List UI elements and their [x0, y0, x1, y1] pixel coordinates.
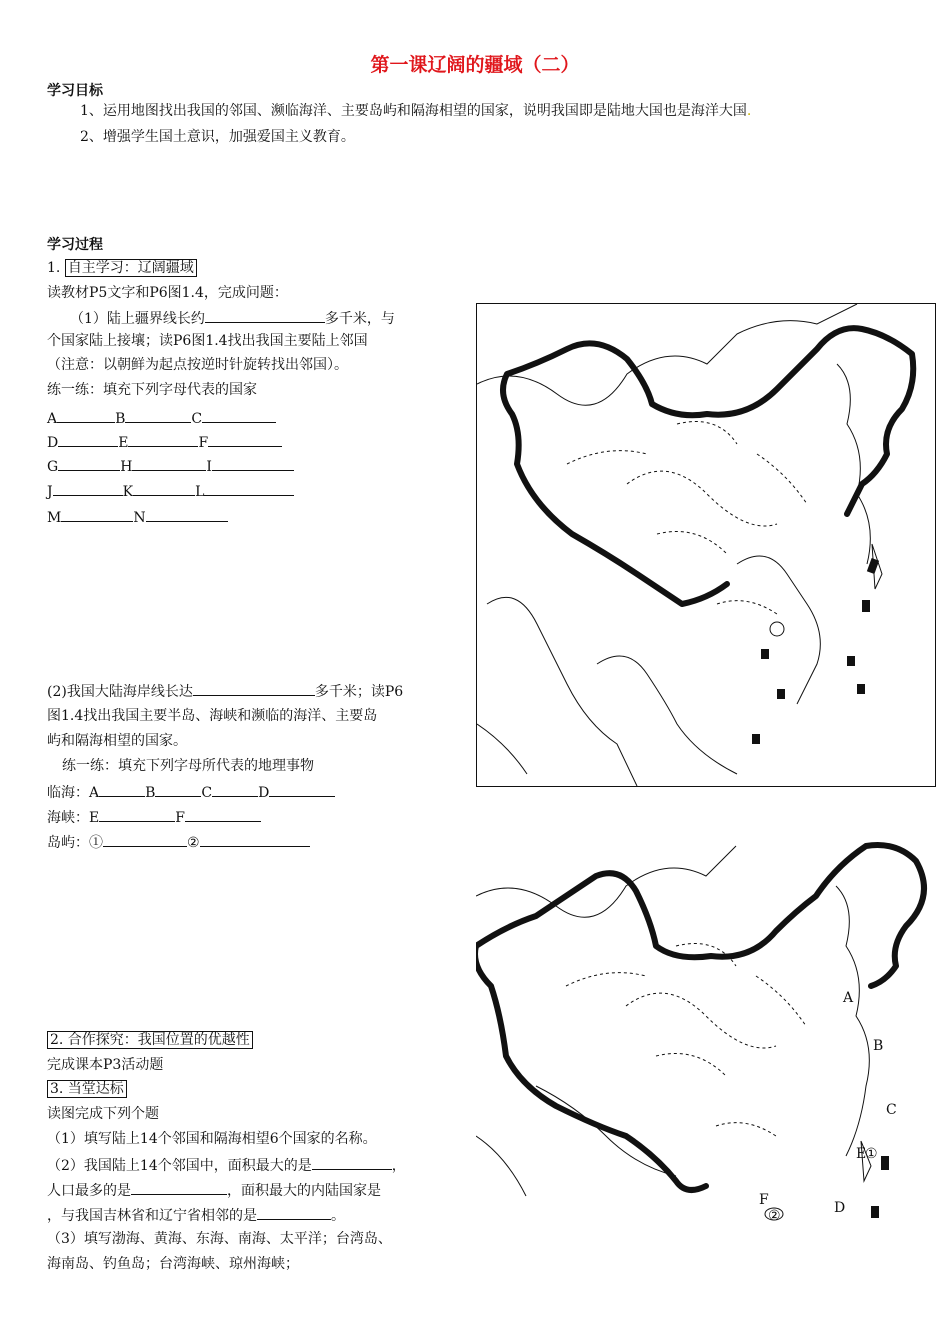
map-label-c: C [886, 1102, 897, 1118]
answer-blank[interactable] [212, 456, 294, 471]
q2-line2: 图1.4找出我国主要半岛、海峡和濒临的海洋、主要岛 [47, 708, 378, 724]
answer-blank[interactable] [204, 481, 294, 496]
q1-line2: 个国家陆上接壤；读P6图1.4找出我国主要陆上邻国 [47, 333, 368, 349]
china-neighbors-map [476, 303, 936, 787]
answer-blank[interactable] [257, 1205, 331, 1220]
map-label-island-2: ② [768, 1208, 781, 1224]
section-1-title: 1. 自主学习：辽阔疆域 [47, 259, 197, 277]
answer-blank[interactable] [212, 782, 258, 797]
answer-blank[interactable] [99, 782, 145, 797]
section-1-box: 自主学习：辽阔疆域 [65, 259, 197, 277]
fill-seas: 临海：A B C D [47, 782, 335, 802]
practice-1: 练一练：填充下列字母代表的国家 [47, 382, 257, 398]
map-label-f: F [759, 1192, 769, 1208]
process-heading: 学习过程 [47, 237, 103, 253]
decor-dot: . [746, 103, 752, 119]
answer-blank[interactable] [193, 681, 315, 696]
answer-blank[interactable] [99, 807, 175, 822]
map-label-a: A [843, 990, 854, 1006]
q2-line3: 屿和隔海相望的国家。 [47, 733, 187, 749]
section-3-intro: 读图完成下列个题 [47, 1106, 159, 1122]
fill-row-jkl: J K L [47, 481, 294, 501]
section-1-intro: 读教材P5文字和P6图1.4，完成问题： [47, 285, 288, 301]
s3-q1: （1）填写陆上14个邻国和隔海相望6个国家的名称。 [47, 1131, 377, 1147]
section-3-title: 3. 当堂达标 [47, 1080, 127, 1098]
s3-q2-line2: 人口最多的是 ，面积最大的内陆国家是 [47, 1180, 381, 1200]
answer-blank[interactable] [312, 1155, 392, 1170]
map-label-b: B [873, 1038, 884, 1054]
answer-blank[interactable] [202, 408, 276, 423]
answer-blank[interactable] [61, 507, 133, 522]
s3-q3-line1: （3）填写渤海、黄海、东海、南海、太平洋；台湾岛、 [47, 1231, 392, 1247]
china-seas-map [476, 836, 936, 1236]
map-label-e: E [856, 1146, 867, 1162]
s3-q2-line1: （2）我国陆上14个邻国中，面积最大的是 ， [47, 1155, 406, 1175]
fill-straits: 海峡：E F [47, 807, 261, 827]
answer-blank[interactable] [205, 308, 325, 323]
answer-blank[interactable] [103, 832, 187, 847]
objectives-heading: 学习目标 [47, 83, 103, 99]
fill-row-mn: M N [47, 507, 228, 527]
answer-blank[interactable] [155, 782, 201, 797]
fill-row-abc: A B C [47, 408, 276, 428]
fill-islands: 岛屿：① ② [47, 832, 310, 852]
answer-blank[interactable] [131, 1180, 227, 1195]
answer-blank[interactable] [128, 432, 198, 447]
s3-q3-line2: 海南岛、钓鱼岛；台湾海峡、琼州海峡； [47, 1256, 299, 1272]
q1-line1: （1）陆上疆界线长约 多千米，与 [70, 308, 395, 328]
s3-q2-line3: ，与我国吉林省和辽宁省相邻的是 。 [47, 1205, 345, 1225]
q2-line1: (2)我国大陆海岸线长达 多千米；读P6 [47, 681, 403, 701]
fill-row-ghi: G H I [47, 456, 294, 476]
q1-line3: （注意：以朝鲜为起点按逆时针旋转找出邻国）。 [47, 357, 348, 373]
answer-blank[interactable] [200, 832, 310, 847]
answer-blank[interactable] [133, 481, 195, 496]
answer-blank[interactable] [185, 807, 261, 822]
answer-blank[interactable] [58, 456, 120, 471]
answer-blank[interactable] [125, 408, 191, 423]
answer-blank[interactable] [53, 481, 123, 496]
map-label-island-1: ① [865, 1146, 878, 1162]
answer-blank[interactable] [146, 507, 228, 522]
section-2-title: 2. 合作探究：我国位置的优越性 [47, 1031, 253, 1049]
answer-blank[interactable] [57, 408, 115, 423]
page-title: 第一课辽阔的疆域（二） [370, 54, 580, 76]
practice-2: 练一练：填充下列字母所代表的地理事物 [62, 758, 314, 774]
answer-blank[interactable] [208, 432, 282, 447]
section-2-body: 完成课本P3活动题 [47, 1057, 164, 1073]
fill-row-def: D E F [47, 432, 282, 452]
answer-blank[interactable] [269, 782, 335, 797]
answer-blank[interactable] [58, 432, 118, 447]
map-label-d: D [834, 1200, 846, 1216]
objective-2: 2、增强学生国土意识，加强爱国主义教育。 [80, 129, 355, 145]
objective-1: 1、运用地图找出我国的邻国、濒临海洋、主要岛屿和隔海相望的国家，说明我国即是陆地大国也是海洋大国. [80, 103, 752, 119]
answer-blank[interactable] [132, 456, 206, 471]
